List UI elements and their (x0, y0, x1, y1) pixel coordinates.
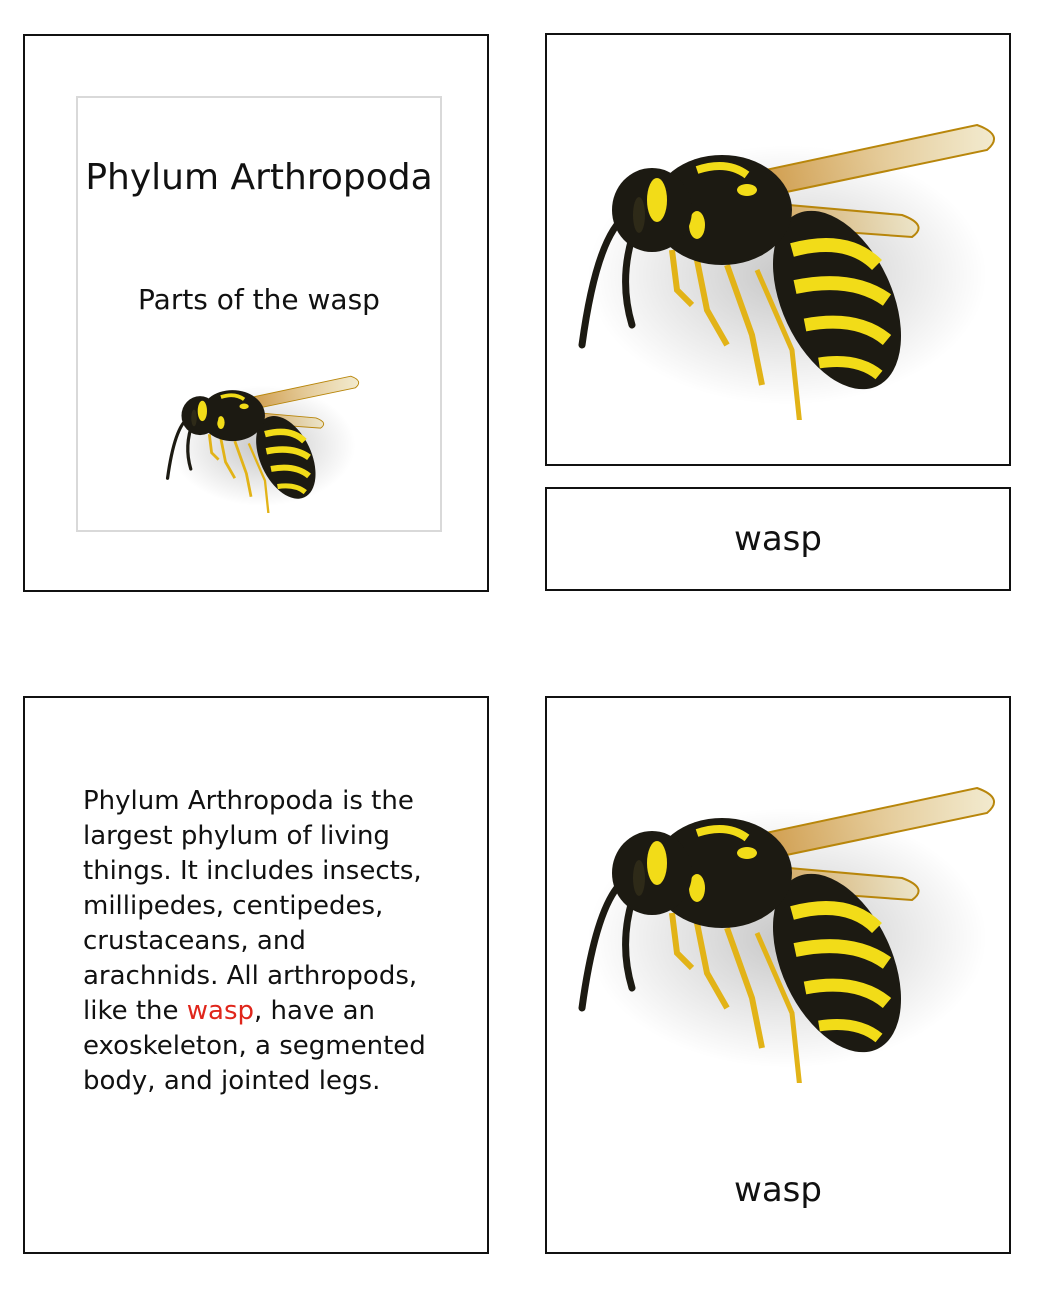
title-card (23, 34, 489, 592)
label-card-text: wasp (734, 519, 822, 559)
control-card (545, 696, 1011, 1254)
wasp-image (557, 75, 997, 420)
definition-text (83, 784, 443, 1099)
wasp-image (557, 738, 997, 1083)
picture-card (545, 33, 1011, 466)
definition-highlight-word: wasp (186, 996, 255, 1026)
definition-text-start: Phylum Arthropoda is the largest phylum of living things. It includes insects, millipedes, centipedes, crustaceans, and arachnids. All arthropods, like the (83, 786, 422, 1026)
definition-card (23, 696, 489, 1254)
title-card-frame (76, 96, 442, 532)
label-card (545, 487, 1011, 591)
wasp-image (153, 353, 363, 513)
title-card-subtitle: Parts of the wasp (138, 283, 380, 316)
title-card-heading: Phylum Arthropoda (85, 157, 433, 198)
control-card-label: wasp (734, 1170, 822, 1210)
definition-text-end: , have an exoskeleton, a segmented body, and jointed legs. (83, 996, 426, 1096)
